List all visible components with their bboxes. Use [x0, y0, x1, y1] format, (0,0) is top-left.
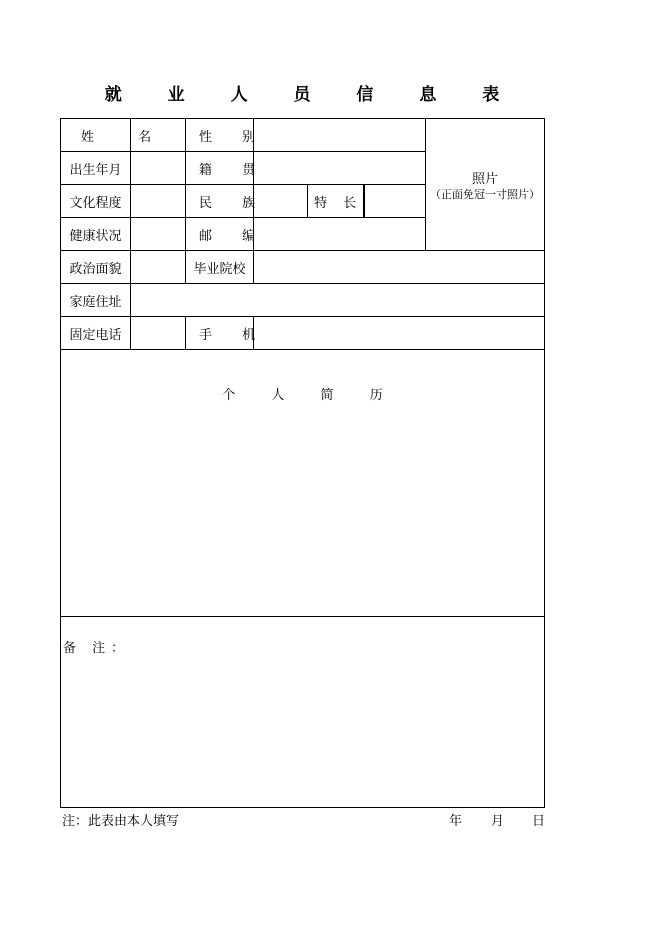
- input-specialty[interactable]: [364, 185, 426, 218]
- label-education: 文化程度: [61, 185, 131, 218]
- footer-year: 年: [449, 814, 463, 829]
- input-mobile[interactable]: [254, 317, 545, 350]
- input-address[interactable]: [131, 284, 545, 317]
- footer-day: 日: [532, 814, 546, 829]
- resume-label: 个 人 简 历: [222, 388, 399, 403]
- input-native-place[interactable]: [254, 152, 426, 185]
- photo-label: 照片: [472, 171, 499, 187]
- photo-box[interactable]: [426, 119, 545, 251]
- input-phone[interactable]: [131, 317, 186, 350]
- input-health[interactable]: [131, 218, 186, 251]
- input-postcode[interactable]: [254, 218, 426, 251]
- input-birth[interactable]: [131, 152, 186, 185]
- remarks-label: 备 注：: [63, 641, 131, 656]
- input-gender[interactable]: [254, 119, 426, 152]
- label-address: 家庭住址: [61, 284, 131, 317]
- label-mobile: 手 机: [186, 317, 254, 350]
- label-school: 毕业院校: [186, 251, 254, 284]
- remarks-area[interactable]: [61, 617, 545, 808]
- label-gender: 性 别: [186, 119, 254, 152]
- label-birth: 出生年月: [61, 152, 131, 185]
- label-phone: 固定电话: [61, 317, 131, 350]
- footer-note: 注：此表由本人填写: [62, 814, 180, 829]
- info-form-table: [60, 118, 545, 808]
- footer-month: 月: [491, 814, 505, 829]
- resume-area[interactable]: [61, 350, 545, 617]
- label-name: 姓 名: [61, 119, 131, 152]
- label-health: 健康状况: [61, 218, 131, 251]
- label-political: 政治面貌: [61, 251, 131, 284]
- photo-note: （正面免冠一寸照片）: [430, 187, 541, 201]
- page-title: 就 业 人 员 信 息 表: [104, 85, 520, 105]
- label-native-place: 籍 贯: [186, 152, 254, 185]
- input-education[interactable]: [131, 185, 186, 218]
- footer-date: [449, 810, 545, 829]
- input-political[interactable]: [131, 251, 186, 284]
- input-school[interactable]: [254, 251, 545, 284]
- label-specialty: 特 长: [308, 185, 364, 218]
- label-ethnicity: 民 族: [186, 185, 254, 218]
- label-postcode: 邮 编: [186, 218, 254, 251]
